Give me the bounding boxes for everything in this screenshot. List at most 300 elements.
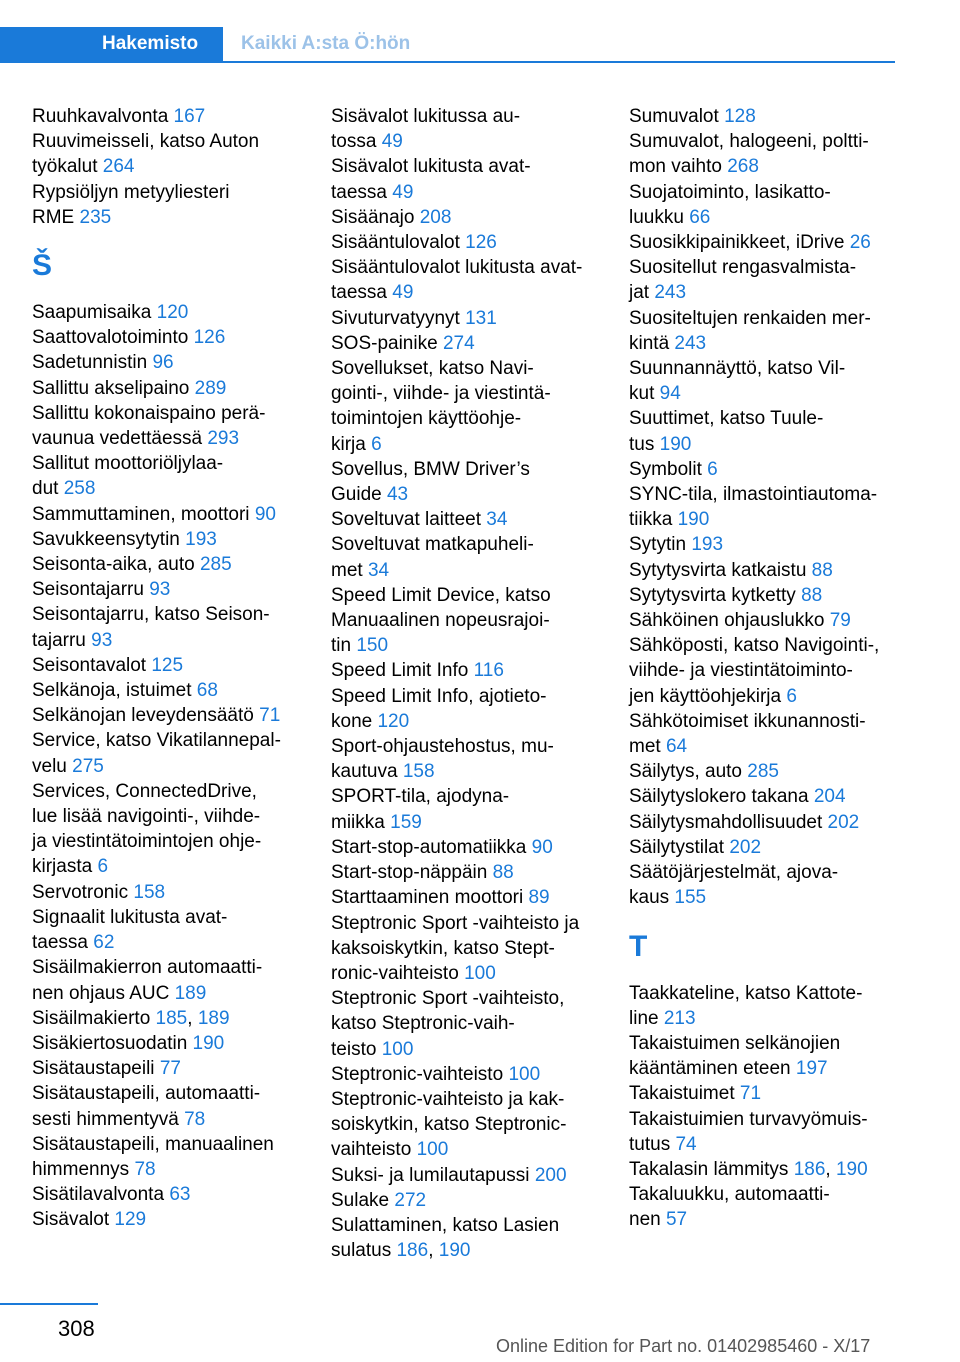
index-entry-text: Speed Limit Device, katso — [331, 584, 551, 606]
index-entry — [629, 104, 925, 129]
index-entry — [331, 104, 627, 154]
page-reference-link[interactable]: 193 — [691, 534, 724, 556]
index-entry-text: Speed Limit Info, ajotieto- — [331, 685, 547, 707]
index-entry-line — [32, 981, 328, 1006]
index-entry — [629, 860, 925, 910]
index-entry-text: Sisäänajo — [331, 206, 415, 228]
index-entry-text: Guide — [331, 484, 382, 506]
page-reference-link[interactable]: 26 — [849, 232, 871, 254]
index-entry — [331, 154, 627, 204]
index-entry-line — [629, 608, 925, 633]
index-entry — [32, 678, 328, 703]
page-reference-link[interactable]: 189 — [197, 1007, 230, 1029]
page-reference-link[interactable]: 66 — [689, 206, 711, 228]
index-entry-line — [331, 936, 627, 961]
index-entry-line — [331, 734, 627, 759]
index-entry-line — [32, 1132, 328, 1157]
index-entry-line — [629, 1207, 925, 1232]
index-entry-line — [629, 633, 925, 658]
index-entry-text: Sähköinen ohjauslukko — [629, 610, 825, 632]
index-entry-text: Soveltuvat laitteet — [331, 509, 481, 531]
page-reference-link[interactable]: 189 — [174, 982, 207, 1004]
index-entry-text: Takaistuimien turvavyömuis- — [629, 1108, 868, 1130]
page-reference-link[interactable]: 96 — [152, 352, 174, 374]
page-reference-link[interactable]: 167 — [173, 106, 206, 127]
index-entry-line — [32, 653, 328, 678]
index-entry — [32, 728, 328, 778]
index-entry-line — [629, 457, 925, 482]
page-reference-link[interactable]: 63 — [169, 1184, 191, 1206]
index-entry — [331, 885, 627, 910]
page-reference-link[interactable]: 34 — [367, 559, 390, 581]
index-entry-text: Seisontavalot — [32, 654, 147, 676]
index-entry-text: kirja — [331, 433, 366, 455]
index-entry-line — [629, 1107, 925, 1132]
page-reference-link[interactable]: 200 — [534, 1164, 567, 1186]
index-entry-line — [629, 734, 925, 759]
tab-kaikki-a-o[interactable]: Kaikki A:sta Ö:hön — [241, 33, 411, 54]
index-entry-text: kintä — [629, 332, 670, 354]
index-entry — [629, 230, 925, 255]
page-reference-link[interactable]: 268 — [727, 156, 759, 178]
page-reference-link[interactable]: 93 — [149, 579, 171, 601]
page-reference-link[interactable]: 71 — [259, 705, 281, 727]
index-entry-line — [629, 1031, 925, 1056]
index-entry-text: Symbolit — [629, 458, 702, 480]
index-entry-text: Sähkötoimiset ikkunannosti- — [629, 710, 866, 732]
index-entry — [32, 703, 328, 728]
page-reference-link[interactable]: 285 — [199, 554, 232, 576]
page-reference-link[interactable]: 93 — [91, 629, 113, 651]
index-entry — [32, 129, 328, 179]
index-entry-line — [629, 331, 925, 356]
page-reference-link[interactable]: 78 — [134, 1158, 156, 1180]
page-reference-link[interactable]: 272 — [394, 1189, 427, 1211]
index-entry-line — [32, 104, 328, 129]
page-reference-link[interactable]: 202 — [729, 836, 762, 858]
page-reference-link[interactable]: 49 — [392, 181, 414, 203]
index-entry-text: Sisääntulovalot lukitusta avat- — [331, 257, 583, 279]
index-column-1 — [32, 104, 328, 1233]
index-entry-text: jen käyttöohjekirja — [629, 685, 782, 707]
index-entry-line — [32, 854, 328, 879]
page-reference-link[interactable]: 158 — [133, 881, 166, 903]
index-entry-text: Ruuvimeisseli, katso Auton — [32, 131, 260, 153]
index-entry — [629, 583, 925, 608]
index-entry-line — [629, 532, 925, 557]
index-entry — [32, 1132, 328, 1182]
index-entry-text: Selkänoja, istuimet — [32, 680, 192, 702]
index-entry-line — [629, 759, 925, 784]
index-entry-line — [32, 1107, 328, 1132]
index-entry — [331, 658, 627, 683]
page-reference-link[interactable]: 128 — [724, 106, 756, 127]
index-entry-text: Säilytystilat — [629, 836, 725, 858]
index-entry-text: Säätöjärjestelmät, ajova- — [629, 862, 839, 884]
index-entry-line — [331, 759, 627, 784]
page-reference-link[interactable]: 190 — [677, 509, 710, 531]
page-reference-link[interactable]: 186 — [793, 1158, 826, 1180]
index-entry-text: katso Steptronic-vaih- — [331, 1013, 515, 1035]
page-reference-link[interactable]: 190 — [192, 1032, 225, 1054]
index-entry-line — [32, 880, 328, 905]
page-reference-link[interactable]: 94 — [659, 383, 681, 405]
index-entry-text: Sisäilmakierto — [32, 1007, 151, 1029]
index-entry-text: Starttaaminen moottori — [331, 887, 524, 909]
page-reference-link[interactable]: 243 — [654, 282, 687, 304]
page-reference-link[interactable]: 79 — [829, 610, 851, 632]
index-entry — [629, 306, 925, 356]
page-reference-link[interactable]: 274 — [442, 332, 475, 354]
page-reference-link[interactable]: 213 — [663, 1007, 696, 1029]
index-entry-line — [629, 381, 925, 406]
page-reference-link[interactable]: 100 — [464, 962, 496, 984]
index-entry-text: gointi-, viihde- ja viestintä- — [331, 383, 551, 405]
index-entry-line — [629, 558, 925, 583]
index-entry-text: lue lisää navigointi-, viihde- — [32, 806, 261, 828]
index-entry-text: Sovellukset, katso Navi- — [331, 358, 534, 380]
page-number: 308 — [58, 1316, 95, 1341]
page-reference-link[interactable]: 78 — [184, 1108, 206, 1130]
index-entry-line — [331, 608, 627, 633]
page-reference-link[interactable]: 159 — [390, 811, 422, 833]
index-entry-text: Soveltuvat matkapuheli- — [331, 534, 534, 556]
index-entry-line — [331, 532, 627, 557]
index-entry-line — [32, 728, 328, 753]
index-entry — [629, 558, 925, 583]
index-entry — [32, 1031, 328, 1056]
index-entry-line — [32, 754, 328, 779]
index-entry-line — [629, 104, 925, 129]
tab-hakemisto[interactable]: Hakemisto — [0, 27, 223, 61]
index-entry-line — [32, 955, 328, 980]
index-entry-line — [331, 205, 627, 230]
index-entry — [331, 1213, 627, 1263]
index-entry-line — [629, 658, 925, 683]
index-entry-line — [629, 885, 925, 910]
index-entry-text: Sivuturvatyynyt — [331, 307, 460, 329]
index-entry-line — [331, 558, 627, 583]
index-letter-heading: Š — [32, 249, 53, 283]
index-entry-text: Savukkeensytytin — [32, 528, 180, 550]
index-entry-line — [331, 633, 627, 658]
index-letter-heading: T — [629, 929, 648, 963]
index-entry-line — [331, 432, 627, 457]
index-entry-text: Sallittu kokonaispaino perä- — [32, 402, 266, 424]
index-entry — [32, 502, 328, 527]
index-entry — [331, 734, 627, 784]
index-entry-text: Service, katso Vikatilannepal- — [32, 730, 281, 752]
index-entry-line — [32, 552, 328, 577]
index-entry-line — [331, 1112, 627, 1137]
index-entry-line — [32, 401, 328, 426]
index-entry-line — [331, 230, 627, 255]
index-entry-line — [629, 432, 925, 457]
index-entry — [629, 835, 925, 860]
index-entry-text: Sisääntulovalot — [331, 232, 460, 254]
page-reference-link[interactable]: 100 — [381, 1038, 414, 1060]
index-entry-line — [32, 602, 328, 627]
index-entry — [331, 306, 627, 331]
page-reference-link[interactable]: 150 — [356, 635, 389, 657]
index-entry-line — [331, 986, 627, 1011]
index-entry — [629, 532, 925, 557]
index-entry-line — [629, 230, 925, 255]
page-reference-link[interactable]: 185 — [155, 1007, 188, 1029]
page-reference-link[interactable]: 68 — [196, 680, 218, 702]
page-reference-link[interactable]: 289 — [194, 377, 227, 399]
page-reference-link[interactable]: 235 — [79, 206, 112, 228]
index-entry-text: Takaistuimen selkänojien — [629, 1032, 841, 1054]
page-reference-link[interactable]: 131 — [465, 307, 497, 329]
index-entry-line — [32, 129, 328, 154]
page-reference-link[interactable]: 120 — [156, 302, 189, 324]
page-reference-link[interactable]: 126 — [193, 327, 226, 349]
index-entry-text: SOS-painike — [331, 332, 438, 354]
index-entry-line — [331, 684, 627, 709]
page-reference-link[interactable]: 190 — [835, 1158, 868, 1180]
index-entry-line — [629, 255, 925, 280]
page-reference-link[interactable]: 43 — [386, 484, 409, 506]
page-reference-link[interactable]: 120 — [377, 710, 410, 732]
index-entry-line — [331, 835, 627, 860]
index-entry-line: Sisäilmakierto 185, 189 — [32, 1007, 230, 1029]
index-entry-text: Speed Limit Info — [331, 660, 469, 682]
index-entry-text: Sisävalot — [32, 1209, 110, 1231]
index-entry-text: SPORT-tila, ajodyna- — [331, 786, 510, 808]
page-reference-link[interactable]: 6 — [371, 433, 382, 455]
page-reference-link[interactable]: 293 — [207, 428, 240, 450]
index-entry-line — [32, 628, 328, 653]
index-column-3 — [629, 104, 925, 1233]
index-entry-line — [331, 381, 627, 406]
page-reference-link[interactable]: 258 — [63, 478, 96, 500]
page-reference-link[interactable]: 6 — [786, 685, 797, 707]
index-entry-line — [629, 1182, 925, 1207]
page-reference-link[interactable]: 186 — [396, 1240, 429, 1262]
page-reference-link[interactable]: 71 — [739, 1083, 762, 1105]
index-entry-text: tiikka — [629, 509, 673, 531]
page-reference-link[interactable]: 208 — [419, 206, 452, 228]
page-reference-link[interactable]: 90 — [531, 836, 553, 858]
page-reference-link[interactable]: 243 — [674, 332, 707, 354]
index-entry — [629, 759, 925, 784]
index-entry-text: Sulattaminen, katso Lasien — [331, 1214, 560, 1236]
index-entry-line — [629, 356, 925, 381]
index-entry — [629, 1107, 925, 1157]
index-entry-line — [331, 709, 627, 734]
index-entry-text: velu — [32, 755, 67, 777]
index-entry-line — [629, 684, 925, 709]
index-entry-line — [32, 426, 328, 451]
index-entry-line — [331, 1037, 627, 1062]
index-entry — [331, 1163, 627, 1188]
index-entry — [32, 451, 328, 501]
index-entry-line — [32, 325, 328, 350]
index-entry — [32, 180, 328, 230]
index-entry-line — [629, 784, 925, 809]
edition-info: Online Edition for Part no. 01402985460 - X/17 — [496, 1336, 871, 1356]
page-reference-link[interactable]: 62 — [93, 932, 115, 954]
index-entry-line — [32, 1207, 328, 1232]
page-reference-link[interactable]: 285 — [747, 761, 779, 783]
page-reference-link[interactable]: 34 — [486, 509, 508, 531]
index-entry — [629, 482, 925, 532]
index-entry-text: Sumuvalot — [629, 106, 719, 127]
index-entry-text: Suositeltujen renkaiden mer- — [629, 307, 871, 329]
index-entry-text: Sovellus, BMW Driver’s — [331, 458, 530, 480]
index-entry-text: Seisontajarru — [32, 579, 144, 601]
page-reference-link[interactable]: 64 — [665, 736, 688, 758]
index-entry-line — [331, 507, 627, 532]
page-reference-link[interactable]: 125 — [151, 654, 184, 676]
page-reference-link[interactable]: 202 — [827, 811, 860, 833]
index-entry-text: kone — [331, 710, 373, 732]
page-reference-link[interactable]: 126 — [465, 232, 497, 254]
page-reference-link[interactable]: 204 — [813, 786, 846, 808]
index-entry — [331, 356, 627, 457]
index-entry-text: taessa — [331, 282, 387, 304]
index-entry-line — [32, 779, 328, 804]
index-entry — [331, 1062, 627, 1087]
index-entry — [331, 986, 627, 1062]
page-reference-link[interactable]: 89 — [528, 887, 550, 909]
page-reference-link[interactable]: 49 — [381, 131, 403, 153]
page-reference-link[interactable]: 190 — [438, 1240, 471, 1262]
index-entry-text: tus — [629, 433, 655, 455]
index-entry-text: luukku — [629, 206, 684, 228]
index-entry — [32, 955, 328, 1005]
index-entry-text: ronic-vaihteisto — [331, 962, 459, 984]
index-entry-text: vaihteisto — [331, 1139, 412, 1161]
index-entry — [32, 350, 328, 375]
index-entry — [32, 1081, 328, 1131]
index-entry-line — [32, 376, 328, 401]
index-entry-line — [32, 1182, 328, 1207]
index-entry-text: Suojatoiminto, lasikatto- — [629, 181, 831, 203]
index-entry-line — [331, 180, 627, 205]
page-reference-link[interactable]: 77 — [159, 1058, 181, 1080]
index-entry-text: Sallitut moottoriöljylaa- — [32, 453, 224, 475]
page-reference-link[interactable]: 100 — [416, 1139, 449, 1161]
page-reference-link[interactable]: 100 — [508, 1063, 541, 1085]
page-reference-link[interactable]: 88 — [811, 559, 833, 581]
index-entry — [32, 1056, 328, 1081]
index-entry-line — [32, 1157, 328, 1182]
index-entry-line — [32, 205, 328, 230]
index-entry-line — [32, 180, 328, 205]
page-reference-link[interactable]: 190 — [659, 433, 692, 455]
index-entry-text: Steptronic-vaihteisto ja kak- — [331, 1088, 565, 1110]
index-entry-line — [32, 804, 328, 829]
index-entry — [32, 376, 328, 401]
index-entry — [331, 255, 627, 305]
index-entry-text: Säilytyslokero takana — [629, 786, 809, 808]
header-tabs — [0, 27, 428, 61]
index-entry-line — [629, 180, 925, 205]
index-entry-line — [331, 961, 627, 986]
index-entry-text: kaksoiskytkin, katso Stept- — [331, 937, 555, 959]
index-entry — [629, 981, 925, 1031]
index-entry-text: kautuva — [331, 761, 398, 783]
page-reference-link[interactable]: 129 — [114, 1209, 147, 1231]
index-entry-line — [331, 356, 627, 381]
index-entry-line — [32, 451, 328, 476]
page-reference-link[interactable]: 155 — [674, 887, 707, 909]
index-entry-line — [32, 502, 328, 527]
index-entry — [331, 684, 627, 734]
index-entry — [331, 1188, 627, 1213]
index-entry — [32, 880, 328, 905]
index-entry-text: viihde- ja viestintätoiminto- — [629, 660, 853, 682]
index-entry — [32, 552, 328, 577]
index-entry-line — [629, 860, 925, 885]
index-entry-line — [629, 1056, 925, 1081]
page-reference-link[interactable]: 6 — [97, 856, 109, 878]
index-entry-text: met — [331, 559, 363, 581]
index-entry-text: Steptronic-vaihteisto — [331, 1063, 504, 1085]
index-entry-text: tajarru — [32, 629, 86, 651]
page-reference-link[interactable]: 49 — [392, 282, 414, 304]
index-entry — [331, 583, 627, 659]
page-reference-link[interactable]: 275 — [72, 755, 104, 777]
index-entry-text: Sisätaustapeili, manuaalinen — [32, 1133, 274, 1155]
index-entry-line — [32, 829, 328, 854]
page-reference-link[interactable]: 193 — [185, 528, 217, 550]
index-entry-text: Suunnannäyttö, katso Vil- — [629, 358, 846, 380]
index-entry-line — [32, 476, 328, 501]
page-reference-link[interactable]: 6 — [707, 458, 718, 480]
index-entry-line — [629, 1132, 925, 1157]
index-entry-text: Servotronic — [32, 881, 129, 903]
index-entry-text: Sport-ohjaustehostus, mu- — [331, 736, 554, 758]
index-entry — [32, 300, 328, 325]
page-reference-link[interactable]: 197 — [795, 1058, 828, 1080]
index-entry — [32, 325, 328, 350]
index-entry-line — [629, 835, 925, 860]
index-entry-text: kirjasta — [32, 856, 93, 878]
index-entry-text: himmennys — [32, 1158, 130, 1180]
index-entry-text: Sisäkiertosuodatin — [32, 1032, 188, 1054]
index-entry-line — [629, 981, 925, 1006]
index-entry-line — [629, 1006, 925, 1031]
page-reference-link[interactable]: 264 — [102, 156, 135, 178]
index-entry-text: taessa — [331, 181, 387, 203]
page-reference-link[interactable]: 158 — [402, 761, 435, 783]
index-entry-text: kut — [629, 383, 655, 405]
index-entry — [629, 406, 925, 456]
index-entry — [331, 230, 627, 255]
index-entry-line — [32, 678, 328, 703]
index-entry — [629, 1182, 925, 1232]
index-entry-text: SYNC-tila, ilmastointiautoma- — [629, 484, 878, 506]
index-entry-text: Sytytysvirta kytketty — [629, 584, 796, 606]
page-reference-link[interactable]: 74 — [675, 1133, 697, 1155]
page-reference-link[interactable]: 88 — [492, 862, 514, 884]
index-entry-text: Sulake — [331, 1189, 390, 1211]
index-entry-text: Saapumisaika — [32, 302, 152, 324]
index-entry-text: Sähköposti, katso Navigointi-, — [629, 635, 880, 657]
index-entry-text: Selkänojan leveydensäätö — [32, 705, 254, 727]
page-reference-link[interactable]: 90 — [254, 503, 276, 525]
index-entry — [32, 779, 328, 880]
page-reference-link[interactable]: 116 — [473, 660, 504, 682]
index-entry — [331, 784, 627, 834]
index-entry-text: jat — [629, 282, 650, 304]
index-entry-line — [331, 810, 627, 835]
page-reference-link[interactable]: 88 — [801, 584, 823, 606]
page-reference-link[interactable]: 57 — [665, 1209, 688, 1231]
